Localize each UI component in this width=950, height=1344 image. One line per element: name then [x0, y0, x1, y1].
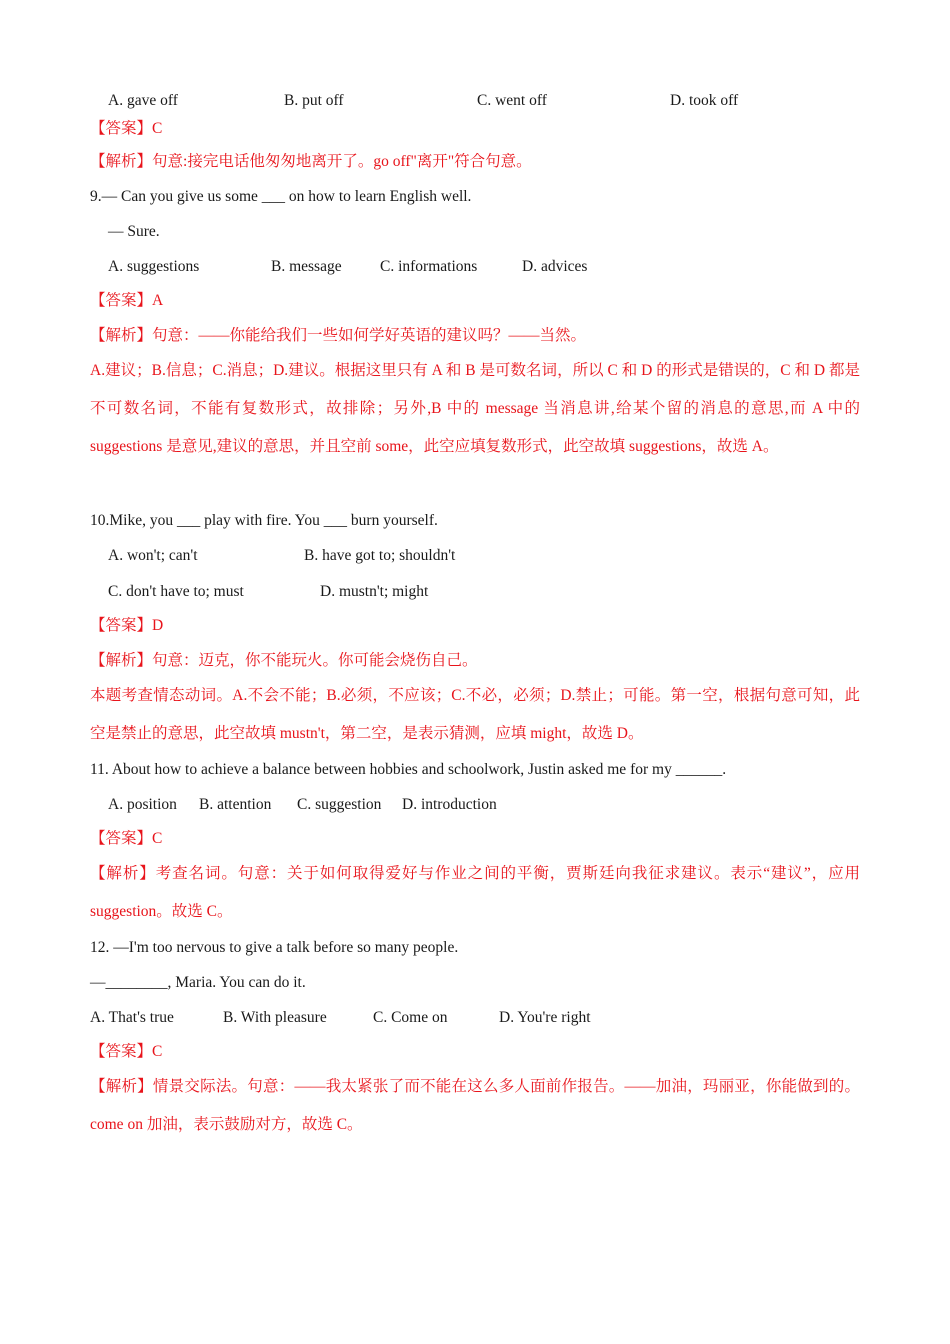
q12-stem: 12. —I'm too nervous to give a talk before so many people.: [90, 939, 459, 956]
q12-reply: —________, Maria. You can do it.: [90, 974, 306, 991]
q12-option-c: C. Come on: [373, 1009, 448, 1026]
analysis-label: 【解析】: [90, 327, 153, 344]
answer-label: 【答案】: [90, 120, 153, 137]
q12-answer: [90, 1042, 162, 1062]
q11-option-b: B. attention: [199, 796, 272, 813]
q9-option-d: D. advices: [522, 258, 588, 275]
analysis-label: 【解析】: [90, 153, 153, 170]
answer-value: C: [152, 120, 163, 137]
analysis-text: 情景交际法。句意：——我太紧张了而不能在这么多人面前作报告。——加油，玛丽亚，你能做到的。come on 加油，表示鼓励对方，故选 C。: [90, 1078, 860, 1133]
q10-option-d: D. mustn't; might: [320, 583, 429, 600]
answer-value: D: [152, 617, 164, 634]
analysis-text: 考查名词。句意：关于如何取得爱好与作业之间的平衡，贾斯廷向我征求建议。表示“建议”，应用 suggestion。故选 C。: [90, 865, 860, 920]
q9-reply: — Sure.: [108, 223, 160, 240]
analysis-text: 句意:接完电话他匆匆地离开了。go off"离开"符合句意。: [152, 153, 532, 170]
q8-option-d: D. took off: [670, 92, 739, 109]
answer-label: 【答案】: [90, 292, 153, 309]
answer-label: 【答案】: [90, 830, 153, 847]
answer-value: C: [152, 830, 163, 847]
q10-answer: [90, 616, 163, 636]
q12-option-a: A. That's true: [90, 1009, 174, 1026]
q11-option-a: A. position: [108, 796, 177, 813]
analysis-text: 句意：——你能给我们一些如何学好英语的建议吗？——当然。: [152, 327, 587, 344]
q9-option-b: B. message: [271, 258, 342, 275]
q10-analysis: [90, 651, 478, 671]
q11-option-c: C. suggestion: [297, 796, 382, 813]
q8-answer: [90, 119, 162, 139]
q8-option-b: B. put off: [284, 92, 344, 109]
q9-analysis-paragraph: A.建议；B.信息；C.消息；D.建议。根据这里只有 A 和 B 是可数名词，所以 C 和 D 的形式是错误的，C 和 D 都是不可数名词，不能有复数形式，故排除；另外,B 中的 message 当消息讲,给某个留的消息的意思,而 A 中的 suggestions 是意见,建议的意思，并且空前 some，此空应填复数形式，此空故填 suggestions，故选 A。: [90, 362, 860, 455]
q10-stem: 10.Mike, you ___ play with fire. You ___ burn yourself.: [90, 512, 438, 529]
q12-analysis-paragraph: [90, 1068, 860, 1144]
answer-label: 【答案】: [90, 617, 153, 634]
analysis-label: 【解析】: [90, 1078, 153, 1095]
answer-label: 【答案】: [90, 1043, 153, 1060]
q11-analysis-paragraph: [90, 855, 860, 931]
analysis-label: 【解析】: [90, 652, 153, 669]
q11-answer: [90, 829, 162, 849]
q9-answer: [90, 291, 163, 311]
q10-analysis-paragraph: 本题考查情态动词。A.不会不能；B.必须，不应该；C.不必，必须；D.禁止；可能。第一空，根据句意可知，此空是禁止的意思，此空故填 mustn't，第二空，是表示猜测，应填 might，故选 D。: [90, 687, 860, 742]
answer-value: A: [152, 292, 164, 309]
q11-stem: 11. About how to achieve a balance between hobbies and schoolwork, Justin asked me for my ______.: [90, 761, 727, 778]
q9-stem: 9.— Can you give us some ___ on how to learn English well.: [90, 188, 472, 205]
q10-option-c: C. don't have to; must: [108, 583, 244, 600]
q9-analysis: [90, 326, 586, 346]
q10-option-a: A. won't; can't: [108, 547, 198, 564]
q9-option-c: C. informations: [380, 258, 478, 275]
q12-option-b: B. With pleasure: [223, 1009, 327, 1026]
q8-option-a: A. gave off: [108, 92, 178, 109]
analysis-text: 句意：迈克，你不能玩火。你可能会烧伤自己。: [152, 652, 478, 669]
q9-option-a: A. suggestions: [108, 258, 200, 275]
q11-option-d: D. introduction: [402, 796, 497, 813]
q10-option-b: B. have got to; shouldn't: [304, 547, 456, 564]
q8-option-c: C. went off: [477, 92, 547, 109]
q12-option-d: D. You're right: [499, 1009, 591, 1026]
answer-value: C: [152, 1043, 163, 1060]
q8-analysis: [90, 152, 532, 172]
analysis-label: 【解析】: [90, 865, 156, 882]
